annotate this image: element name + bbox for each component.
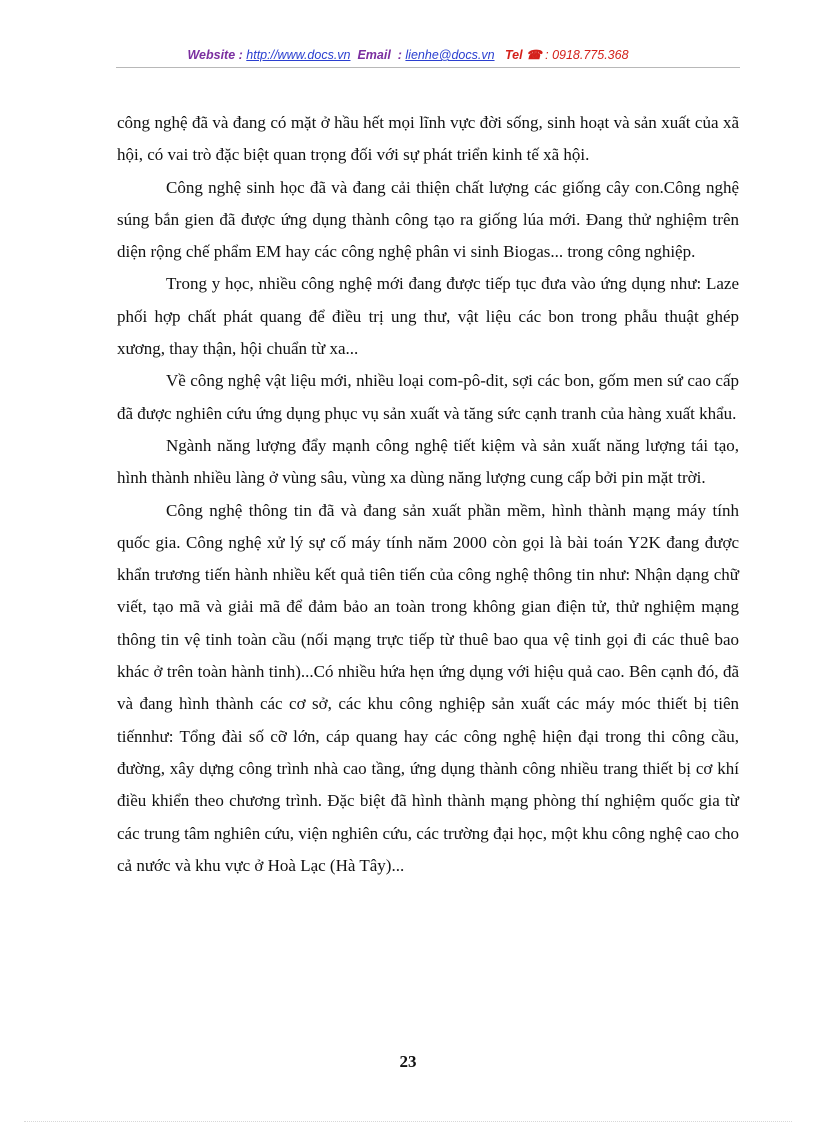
paragraph: Công nghệ sinh học đã và đang cải thiện chất lượng các giống cây con.Công nghệ súng bắn gien đã được ứng dụng thành công tạo ra giống lúa mới. Đang thử nghiệm trên diện rộng chế phẩm EM hay các công nghệ phân vi sinh Biogas... trong công nghiệp. <box>117 177 739 262</box>
tel-label: Tel <box>504 48 523 62</box>
paragraph: Trong y học, nhiều công nghệ mới đang được tiếp tục đưa vào ứng dụng như: Laze phối hợp chất phát quang để điều trị ung thư, vật liệu các bon trong phẫu thuật ghép xương, thay thận, hội chuẩn từ xa... <box>117 274 739 359</box>
website-link[interactable]: http://www.docs.vn <box>246 48 351 62</box>
paragraph: Ngành năng lượng đẩy mạnh công nghệ tiết kiệm và sản xuất năng lượng tái tạo, hình thành nhiều làng ở vùng sâu, vùng xa dùng năng lượng cung cấp bởi pin mặt trời. <box>117 435 739 488</box>
header-divider <box>116 67 740 68</box>
page-number: 23 <box>399 1052 417 1071</box>
email-label: Email <box>357 48 391 62</box>
paragraph: công nghệ đã và đang có mặt ở hầu hết mọi lĩnh vực đời sống, sinh hoạt và sản xuất của xã hội, có vai trò đặc biệt quan trọng đối với sự phát triển kinh tế xã hội. <box>117 113 739 165</box>
phone-icon: ☎ <box>526 48 542 62</box>
body-text <box>117 107 739 882</box>
paragraph: Về công nghệ vật liệu mới, nhiều loại com-pô-dit, sợi các bon, gốm men sứ cao cấp đã được nghiên cứu ứng dụng phục vụ sản xuất và tăng sức cạnh tranh của hàng xuất khẩu. <box>117 371 739 423</box>
website-label: Website <box>187 48 236 62</box>
tel-value: 0918.775.368 <box>552 48 629 62</box>
page-header: Website : http://www.docs.vn Email : lienhe@docs.vn Tel ☎ : 0918.775.368 <box>187 48 629 62</box>
email-link[interactable]: lienhe@docs.vn <box>405 48 495 62</box>
footer-divider <box>24 1121 792 1122</box>
paragraph: Công nghệ thông tin đã và đang sản xuất phần mềm, hình thành mạng máy tính quốc gia. Công nghệ xử lý sự cố máy tính năm 2000 còn gọi là bài toán Y2K đang được khẩn trương tiến hành nhiều kết quả tiên tiến của công nghệ thông tin như: Nhận dạng chữ viết, tạo mã và giải mã để đảm bảo an toàn trong không gian điện tử, thử nghiệm mạng thông tin vệ tinh toàn cầu (nối mạng trực tiếp từ thuê bao qua vệ tinh gọi đi các thuê bao khác ở trên toàn hành tinh)...Có nhiều hứa hẹn ứng dụng với hiệu quả cao. Bên cạnh đó, đã và đang hình thành các cơ sở, các khu công nghiệp sản xuất các máy móc thiết bị tiên tiếnnhư: Tổng đài số cỡ lớn, cáp quang hay các công nghệ hiện đại trong thi công cầu, đường, xây dựng công trình nhà cao tầng, ứng dụng thành công nhiều trang thiết bị cơ khí điều khiển theo chương trình. Đặc biệt đã hình thành mạng phòng thí nghiệm quốc gia từ các trung tâm nghiên cứu, viện nghiên cứu, các trường đại học, một khu công nghệ cao cho cả nước và khu vực ở Hoà Lạc (Hà Tây)... <box>117 500 739 875</box>
